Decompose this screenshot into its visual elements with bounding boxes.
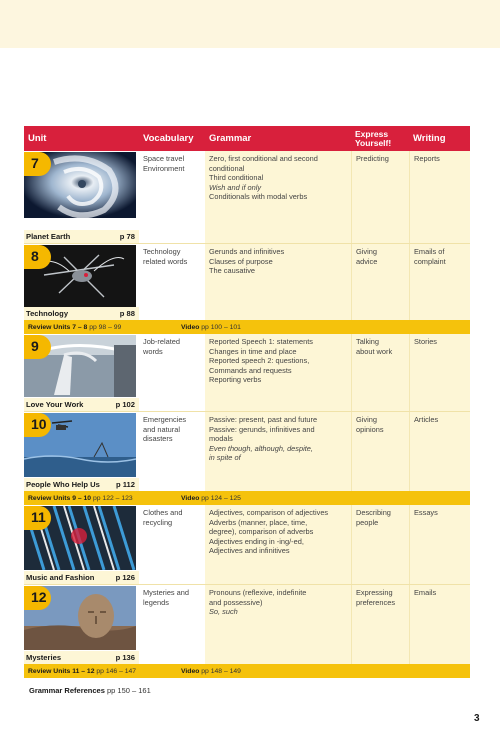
writing-cell — [409, 412, 470, 491]
writing-cell — [409, 334, 470, 411]
header-vocabulary: Vocabulary — [143, 133, 194, 144]
vocabulary-line: recycling — [143, 517, 173, 527]
grammar-line: Changes in time and place — [209, 346, 297, 356]
grammar-line: Even though, although, despite, — [209, 443, 313, 453]
review-label: Review Units 11 – 12 pp 146 – 147 — [28, 667, 137, 675]
unit-number-badge: 8 — [24, 245, 51, 269]
writing-line: complaint — [414, 256, 446, 266]
table-header — [24, 126, 470, 151]
writing-line: Essays — [414, 508, 438, 517]
unit-cell — [24, 505, 139, 584]
grammar-line: Adjectives, comparison of adjectives — [209, 508, 329, 517]
vocabulary-cell — [139, 244, 205, 320]
grammar-line: The causative — [209, 266, 256, 276]
grammar-cell — [205, 151, 351, 243]
top-decorative-band — [0, 0, 500, 48]
grammar-line: Commands and requests — [209, 365, 292, 375]
vocabulary-line: disasters — [143, 434, 173, 444]
unit-title: Technology — [26, 308, 69, 318]
vocabulary-line: Emergencies — [143, 415, 187, 424]
vocabulary-line: words — [143, 346, 163, 356]
grammar-line: Reporting verbs — [209, 375, 262, 385]
video-label: Video pp 124 – 125 — [181, 494, 241, 502]
grammar-cell — [205, 505, 351, 584]
unit-cell — [24, 334, 139, 411]
express-cell — [351, 334, 409, 411]
express-line: people — [356, 517, 379, 527]
video-label: Video pp 100 – 101 — [181, 323, 241, 331]
unit-row-7 — [24, 151, 470, 243]
grammar-references: Grammar References pp 150 – 161 — [29, 686, 151, 695]
writing-cell — [409, 505, 470, 584]
express-line: about work — [356, 346, 393, 356]
vocabulary-line: Space travel — [143, 154, 185, 163]
grammar-line: Third conditional — [209, 173, 264, 183]
grammar-line: So, such — [209, 607, 238, 617]
unit-row-12 — [24, 584, 470, 664]
unit-number-badge: 9 — [24, 335, 51, 359]
express-line: advice — [356, 256, 378, 266]
grammar-line: Reported Speech 1: statements — [209, 337, 313, 346]
header-grammar: Grammar — [209, 133, 252, 144]
grammar-cell — [205, 412, 351, 491]
unit-cell — [24, 244, 139, 320]
unit-number-badge: 7 — [24, 152, 51, 176]
grammar-line: Adjectives and infinitives — [209, 546, 290, 556]
unit-cell — [24, 412, 139, 491]
unit-page: p 102 — [115, 399, 135, 409]
grammar-line: Passive: present, past and future — [209, 415, 318, 424]
grammar-line: Conditionals with modal verbs — [209, 192, 308, 202]
grammar-line: Passive: gerunds, infinitives and — [209, 424, 315, 434]
review-label: Review Units 7 – 8 pp 98 – 99 — [28, 323, 122, 331]
express-line: opinions — [356, 424, 384, 434]
writing-line: Reports — [414, 154, 440, 163]
vocabulary-cell — [139, 412, 205, 491]
grammar-line: conditional — [209, 163, 245, 173]
header-express-yourself: Express Yourself! — [355, 128, 392, 148]
grammar-line: and possessive) — [209, 597, 263, 607]
writing-line: Emails — [414, 588, 437, 597]
vocabulary-line: and natural — [143, 424, 180, 434]
vocabulary-cell — [139, 151, 205, 243]
grammar-line: Adverbs (manner, place, time, — [209, 517, 308, 527]
unit-page: p 126 — [115, 572, 135, 582]
vocabulary-line: Technology — [143, 247, 181, 256]
unit-title-bar — [24, 398, 139, 411]
unit-number-badge: 10 — [24, 413, 51, 437]
review-bar — [24, 491, 470, 505]
express-line: Predicting — [356, 154, 389, 163]
express-line: Giving — [356, 247, 377, 256]
writing-cell — [409, 585, 470, 664]
vocabulary-cell — [139, 585, 205, 664]
video-label: Video pp 148 – 149 — [181, 667, 241, 675]
grammar-line: Gerunds and infinitives — [209, 247, 285, 256]
writing-cell — [409, 151, 470, 243]
unit-page: p 78 — [119, 231, 135, 241]
grammar-line: Reported speech 2: questions, — [209, 356, 310, 366]
unit-title-bar — [24, 478, 139, 491]
unit-row-8 — [24, 243, 470, 320]
header-unit: Unit — [28, 133, 47, 144]
vocabulary-line: Job-related — [143, 337, 180, 346]
grammar-line: Clauses of purpose — [209, 256, 273, 266]
contents-table — [24, 126, 470, 678]
express-line: preferences — [356, 597, 396, 607]
page-number: 3 — [474, 713, 480, 724]
unit-title: Music and Fashion — [26, 572, 95, 582]
grammar-line: Adjectives ending in -ing/-ed, — [209, 536, 304, 546]
writing-cell — [409, 244, 470, 320]
grammar-cell — [205, 244, 351, 320]
unit-row-11 — [24, 505, 470, 584]
grammar-cell — [205, 334, 351, 411]
express-line: Giving — [356, 415, 377, 424]
vocabulary-line: Mysteries and — [143, 588, 190, 597]
unit-row-10 — [24, 411, 470, 491]
vocabulary-cell — [139, 334, 205, 411]
unit-page: p 136 — [115, 652, 135, 662]
review-label: Review Units 9 – 10 pp 122 – 123 — [28, 494, 133, 502]
writing-line: Emails of — [414, 247, 445, 256]
unit-number-badge: 12 — [24, 586, 51, 610]
grammar-line: Wish and if only — [209, 182, 262, 192]
express-cell — [351, 151, 409, 243]
grammar-line: Zero, first conditional and second — [209, 154, 318, 163]
unit-title-bar — [24, 571, 139, 584]
grammar-line: Pronouns (reflexive, indefinite — [209, 588, 307, 597]
grammar-line: in spite of — [209, 453, 241, 463]
unit-title: People Who Help Us — [26, 479, 100, 489]
unit-row-9 — [24, 334, 470, 411]
review-bar — [24, 320, 470, 334]
unit-title-bar — [24, 651, 139, 664]
unit-cell — [24, 151, 139, 243]
unit-title: Planet Earth — [26, 231, 71, 241]
unit-cell — [24, 585, 139, 664]
header-writing: Writing — [413, 133, 446, 144]
express-line: Expressing — [356, 588, 393, 597]
express-line: Talking — [356, 337, 380, 346]
writing-line: Stories — [414, 337, 438, 346]
unit-title: Mysteries — [26, 652, 62, 662]
express-cell — [351, 505, 409, 584]
writing-line: Articles — [414, 415, 439, 424]
unit-page: p 112 — [116, 479, 135, 489]
express-cell — [351, 244, 409, 320]
grammar-line: modals — [209, 434, 233, 444]
express-line: Describing — [356, 508, 391, 517]
vocabulary-line: Clothes and — [143, 508, 183, 517]
unit-title-bar — [24, 230, 139, 243]
unit-page: p 88 — [119, 308, 135, 318]
vocabulary-line: legends — [143, 597, 169, 607]
vocabulary-cell — [139, 505, 205, 584]
express-cell — [351, 585, 409, 664]
unit-number-badge: 11 — [24, 506, 51, 530]
grammar-cell — [205, 585, 351, 664]
express-cell — [351, 412, 409, 491]
unit-title: Love Your Work — [26, 399, 84, 409]
grammar-line: degree), comparison of adverbs — [209, 527, 314, 537]
unit-title-bar — [24, 307, 139, 320]
vocabulary-line: Environment — [143, 163, 185, 173]
vocabulary-line: related words — [143, 256, 188, 266]
review-bar — [24, 664, 470, 678]
